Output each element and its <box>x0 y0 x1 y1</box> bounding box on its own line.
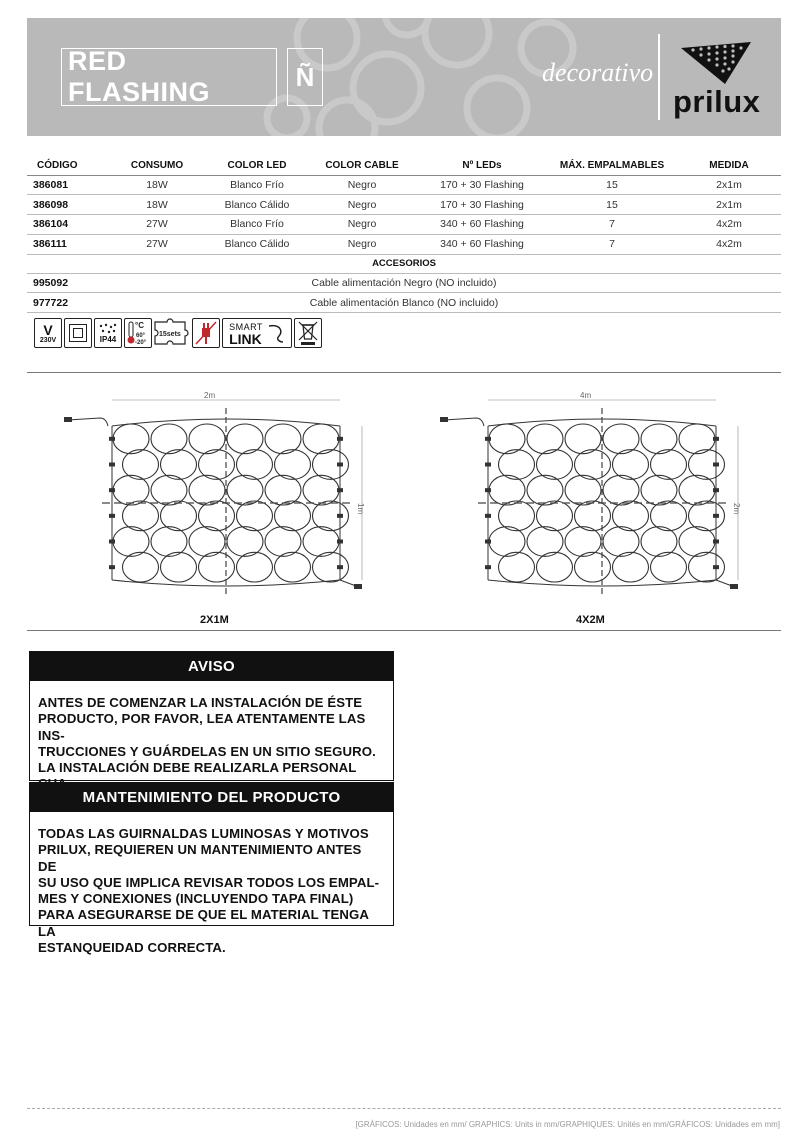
table-cell: Blanco Cálido <box>207 195 307 215</box>
header-divider <box>658 34 660 120</box>
table-cell: 170 + 30 Flashing <box>417 175 547 195</box>
net-diagram-2x1m <box>60 388 390 608</box>
net-cell <box>303 424 339 454</box>
net-cell <box>527 527 563 557</box>
left-node <box>485 540 491 544</box>
puzzle-sets-icon <box>154 318 190 348</box>
table-cell: 15 <box>547 195 677 215</box>
no-mains-plug-icon <box>192 318 220 348</box>
left-node <box>109 488 115 492</box>
net-cell <box>227 475 263 505</box>
net-cell <box>199 450 235 480</box>
maintenance-text <box>30 812 393 966</box>
net-cell <box>313 552 349 582</box>
net-cell <box>499 450 535 480</box>
net-cell <box>651 552 687 582</box>
end-cable <box>716 580 732 586</box>
footer-note: [GRÁFICOS: Unidades en mm/ GRAPHICS: Units in mm/GRAPHIQUES: Unités en mm/GRÁFICOS: Unidades em mm] <box>355 1120 780 1129</box>
accessories-title: ACCESORIOS <box>27 254 781 273</box>
column-header: COLOR LED <box>207 156 307 175</box>
left-node <box>109 565 115 569</box>
net-cell <box>489 424 525 454</box>
end-cable <box>340 580 356 586</box>
power-connector <box>440 417 448 422</box>
table-row <box>27 273 781 293</box>
net-cell <box>527 424 563 454</box>
table-row <box>27 215 781 235</box>
net-cell <box>565 424 601 454</box>
right-node <box>337 463 343 467</box>
net-cell <box>689 450 725 480</box>
table-cell: 4x2m <box>677 215 781 235</box>
section-divider <box>27 372 781 373</box>
left-node <box>109 463 115 467</box>
net-cell <box>537 450 573 480</box>
footer-divider <box>27 1108 781 1109</box>
double-insulation-icon <box>64 318 92 348</box>
net-cell <box>151 475 187 505</box>
maintenance-line: ESTANQUEIDAD CORRECTA. <box>38 940 226 956</box>
right-node <box>713 565 719 569</box>
maintenance-notice <box>29 782 394 956</box>
net-cell <box>489 475 525 505</box>
net-cell <box>565 527 601 557</box>
net-cell <box>161 450 197 480</box>
table-row <box>27 234 781 254</box>
net-cell <box>161 552 197 582</box>
table-cell: 2x1m <box>677 175 781 195</box>
net-cell <box>603 424 639 454</box>
net-cell <box>265 475 301 505</box>
ip-rating: IP44 <box>99 334 117 344</box>
language-mark: Ñ <box>295 61 315 92</box>
maintenance-line: MES Y CONEXIONES (INCLUYENDO TAPA FINAL) <box>38 891 354 907</box>
width-dimension-label: 2m <box>204 391 216 400</box>
temp-min: -20° <box>135 340 147 346</box>
language-mark-box <box>287 48 323 106</box>
table-cell: 15 <box>547 175 677 195</box>
column-header: CONSUMO <box>107 156 207 175</box>
product-title: RED FLASHING <box>68 46 210 107</box>
net-cell <box>641 475 677 505</box>
net-cell <box>641 424 677 454</box>
net-cell <box>265 424 301 454</box>
table-cell: Negro <box>307 234 417 254</box>
net-cell <box>537 552 573 582</box>
power-cable <box>68 418 108 426</box>
power-connector <box>64 417 72 422</box>
net-cell <box>189 424 225 454</box>
end-connector <box>730 584 738 589</box>
table-cell: 18W <box>107 175 207 195</box>
table-cell: 995092 <box>27 273 107 293</box>
aviso-notice <box>29 651 394 781</box>
net-cell <box>123 450 159 480</box>
column-header: COLOR CABLE <box>307 156 417 175</box>
net-cell <box>123 501 159 531</box>
net-cell <box>237 450 273 480</box>
net-diagram-4x2m <box>436 388 766 608</box>
net-cell <box>189 475 225 505</box>
table-cell: 170 + 30 Flashing <box>417 195 547 215</box>
table-cell: Negro <box>307 195 417 215</box>
width-dimension-label: 4m <box>580 391 592 400</box>
aviso-line: TRUCCIONES Y GUÁRDELAS EN UN SITIO SEGURO. <box>38 743 376 759</box>
left-node <box>485 463 491 467</box>
voltage-icon <box>34 318 62 348</box>
right-node <box>713 488 719 492</box>
table-cell: 7 <box>547 234 677 254</box>
table-cell: Blanco Frío <box>207 175 307 195</box>
right-node <box>337 514 343 518</box>
net-cell <box>575 450 611 480</box>
column-header: Nº LEDs <box>417 156 547 175</box>
right-node <box>337 565 343 569</box>
aviso-line: PRODUCTO, POR FAVOR, LEA ATENTAMENTE LAS INS- <box>38 711 366 743</box>
net-cell <box>689 552 725 582</box>
brand-name: prilux <box>673 84 761 119</box>
net-cell <box>227 424 263 454</box>
maintenance-line: SU USO QUE IMPLICA REVISAR TODOS LOS EMPAL- <box>38 874 380 890</box>
table-cell: Cable alimentación Negro (NO incluido) <box>107 273 781 293</box>
net-cell <box>641 527 677 557</box>
left-node <box>109 540 115 544</box>
crossed-bin-icon <box>297 320 319 346</box>
table-cell: 18W <box>107 195 207 215</box>
end-connector <box>354 584 362 589</box>
ip44-icon <box>94 318 122 348</box>
height-dimension-label: 2m <box>732 503 741 515</box>
left-node <box>485 437 491 441</box>
diagram-label-4x2m: 4X2M <box>576 614 605 626</box>
temp-max: 60° <box>136 333 146 339</box>
table-cell: 386081 <box>27 175 107 195</box>
net-cell <box>575 501 611 531</box>
plug-crossed-icon <box>194 320 218 346</box>
table-cell: 27W <box>107 234 207 254</box>
right-node <box>713 463 719 467</box>
maintenance-line: TODAS LAS GUIRNALDAS LUMINOSAS Y MOTIVOS <box>38 826 369 841</box>
aviso-title: AVISO <box>30 652 393 681</box>
net-cell <box>237 552 273 582</box>
net-cell <box>303 527 339 557</box>
temp-unit: °C <box>135 321 144 330</box>
maintenance-title: MANTENIMIENTO DEL PRODUCTO <box>30 783 393 812</box>
net-cell <box>651 450 687 480</box>
net-cell <box>151 527 187 557</box>
net-cell <box>679 527 715 557</box>
net-cell <box>679 424 715 454</box>
water-drops-icon <box>98 323 118 335</box>
net-cell <box>613 552 649 582</box>
table-cell: 386111 <box>27 234 107 254</box>
power-cable <box>444 418 484 426</box>
maintenance-line: PRILUX, REQUIEREN UN MANTENIMIENTO ANTES DE <box>38 842 362 874</box>
diagram-label-2x1m: 2X1M <box>200 614 229 626</box>
net-cell <box>313 450 349 480</box>
right-node <box>337 540 343 544</box>
left-node <box>109 514 115 518</box>
net-cell <box>123 552 159 582</box>
aviso-line: LA INSTALACIÓN DEBE REALIZARLA PERSONAL <box>38 760 357 776</box>
table-cell: 340 + 60 Flashing <box>417 215 547 235</box>
category-label: decorativo <box>542 58 654 87</box>
table-cell: Negro <box>307 215 417 235</box>
weee-bin-icon <box>294 318 322 348</box>
net-cell <box>199 501 235 531</box>
table-row <box>27 293 781 313</box>
smart-label: SMART <box>229 322 263 332</box>
certification-icons <box>34 318 322 348</box>
net-cell <box>499 501 535 531</box>
net-cell <box>489 527 525 557</box>
voltage-label: 230V <box>39 336 57 344</box>
table-cell: Negro <box>307 175 417 195</box>
table-cell: Blanco Cálido <box>207 234 307 254</box>
thermometer-icon <box>126 320 150 346</box>
net-cell <box>113 475 149 505</box>
column-header: CÓDIGO <box>27 156 107 175</box>
header-banner <box>27 18 781 136</box>
link-label: LINK <box>229 331 262 347</box>
net-cell <box>603 475 639 505</box>
voltage-symbol: V <box>43 321 53 338</box>
table-cell: 386098 <box>27 195 107 215</box>
net-cell <box>161 501 197 531</box>
left-node <box>485 565 491 569</box>
aviso-line: ANTES DE COMENZAR LA INSTALACIÓN DE ÉSTE <box>38 695 363 710</box>
table-cell: Blanco Frío <box>207 215 307 235</box>
sets-label: 15sets <box>159 331 181 338</box>
net-cell <box>237 501 273 531</box>
table-cell: 27W <box>107 215 207 235</box>
table-header-row <box>27 156 781 175</box>
table-cell: 340 + 60 Flashing <box>417 234 547 254</box>
net-cell <box>227 527 263 557</box>
table-cell: Cable alimentación Blanco (NO incluido) <box>107 293 781 313</box>
net-cell <box>189 527 225 557</box>
net-cell <box>603 527 639 557</box>
net-cell <box>313 501 349 531</box>
net-cell <box>689 501 725 531</box>
table-cell: 7 <box>547 215 677 235</box>
net-cell <box>565 475 601 505</box>
prilux-logo-icon <box>679 40 753 86</box>
accessories-header-row <box>27 254 781 273</box>
smart-link-icon <box>222 318 292 348</box>
net-cell <box>199 552 235 582</box>
right-node <box>337 488 343 492</box>
net-cell <box>613 501 649 531</box>
right-node <box>713 540 719 544</box>
net-cell <box>575 552 611 582</box>
net-cell <box>527 475 563 505</box>
section-divider <box>27 630 781 631</box>
maintenance-line: PARA ASEGURARSE DE QUE EL MATERIAL TENGA LA <box>38 907 369 939</box>
product-title-box <box>61 48 277 106</box>
spec-table <box>27 156 781 313</box>
net-cell <box>265 527 301 557</box>
left-node <box>109 437 115 441</box>
right-node <box>713 437 719 441</box>
table-row <box>27 175 781 195</box>
net-cell <box>275 501 311 531</box>
right-node <box>713 514 719 518</box>
left-node <box>485 514 491 518</box>
height-dimension-label: 1m <box>356 503 365 515</box>
column-header: MEDIDA <box>677 156 781 175</box>
net-cell <box>151 424 187 454</box>
net-cell <box>113 424 149 454</box>
table-cell: 977722 <box>27 293 107 313</box>
column-header: MÁX. EMPALMABLES <box>547 156 677 175</box>
net-cell <box>537 501 573 531</box>
net-cell <box>651 501 687 531</box>
net-cell <box>613 450 649 480</box>
net-cell <box>679 475 715 505</box>
net-cell <box>499 552 535 582</box>
right-node <box>337 437 343 441</box>
table-cell: 2x1m <box>677 195 781 215</box>
net-cell <box>275 450 311 480</box>
net-cell <box>303 475 339 505</box>
left-node <box>485 488 491 492</box>
net-cell <box>113 527 149 557</box>
table-cell: 386104 <box>27 215 107 235</box>
puzzle-icon <box>153 318 191 348</box>
temperature-icon <box>124 318 152 348</box>
net-cell <box>275 552 311 582</box>
table-cell: 4x2m <box>677 234 781 254</box>
cable-icon <box>267 322 285 344</box>
table-row <box>27 195 781 215</box>
